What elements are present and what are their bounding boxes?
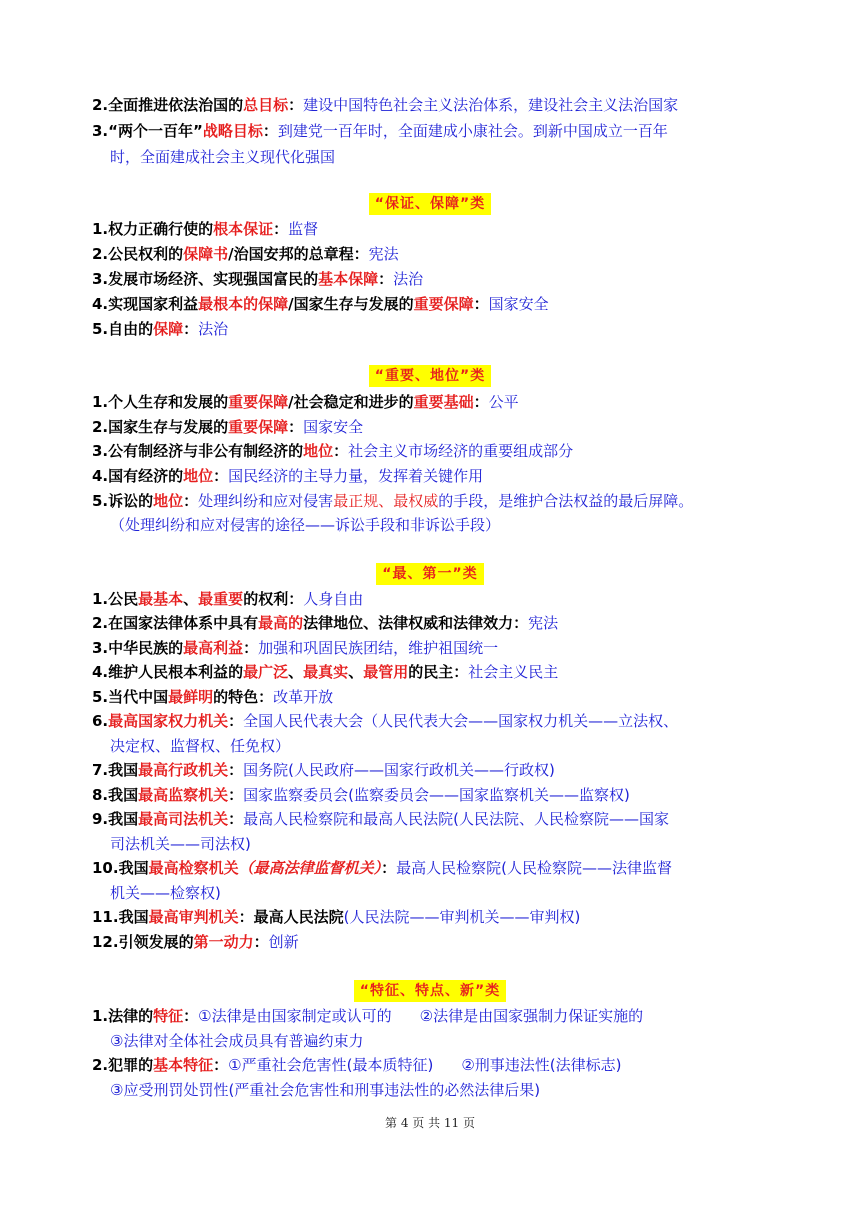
text-line <box>92 612 800 634</box>
keyword-highlight: 最高行政机关 <box>138 761 229 779</box>
text-segment: 6. <box>92 712 109 730</box>
answer-text: 到建党一百年时，全面建成小康社会。到新中国成立一百年 <box>277 122 668 140</box>
text-segment: ： <box>288 96 304 114</box>
text-segment: 7.我国 <box>92 761 139 779</box>
text-segment: 的民主： <box>408 663 469 681</box>
text-segment: 1.公民 <box>92 590 139 608</box>
answer-text: ③法律对全体社会成员具有普遍约束力 <box>110 1032 364 1050</box>
section-header <box>0 563 860 585</box>
answer-text: ①法律是由国家制定或认可的 <box>198 1007 392 1025</box>
answer-text: ②刑事违法性(法律标志) <box>461 1056 622 1074</box>
text-line <box>92 784 800 806</box>
text-segment: /治国安邦的总章程： <box>228 245 369 263</box>
text-segment: 12.引领发展的 <box>92 933 194 951</box>
section-title: “最、第一”类 <box>376 563 483 585</box>
text-segment: 11.我国 <box>92 908 149 926</box>
keyword-highlight: 地位 <box>183 467 214 485</box>
text-segment: 2.在国家法律体系中具有 <box>92 614 259 632</box>
text-segment: ： <box>183 1007 199 1025</box>
section-header <box>0 193 860 215</box>
text-line <box>110 882 800 904</box>
keyword-highlight: 保障书 <box>183 245 229 263</box>
text-segment: 5.当代中国 <box>92 688 169 706</box>
text-segment: /国家生存与发展的 <box>288 295 414 313</box>
text-segment: 5.自由的 <box>92 320 154 338</box>
text-segment: 的特色： <box>213 688 274 706</box>
keyword-highlight: 最重要 <box>198 590 244 608</box>
text-segment: 3.发展市场经济、实现强国富民的 <box>92 270 319 288</box>
text-segment: ：最高人民法院 <box>238 908 344 926</box>
text-segment: 2.全面推进依法治国的 <box>92 96 244 114</box>
keyword-highlight: 基本保障 <box>318 270 379 288</box>
text-line <box>92 931 800 953</box>
text-segment: ： <box>213 467 229 485</box>
text-line <box>110 735 800 757</box>
text-segment: ： <box>228 786 244 804</box>
keyword-highlight: 基本特征 <box>153 1056 214 1074</box>
text-segment: ： <box>473 393 489 411</box>
answer-text: 的手段，是维护合法权益的最后屏障。 <box>438 492 694 510</box>
text-segment: 1.权力正确行使的 <box>92 220 214 238</box>
text-segment: 3.公有制经济与非公有制经济的 <box>92 442 304 460</box>
text-segment: ： <box>288 418 304 436</box>
answer-text: 最高人民检察院(人民检察院——法律监督 <box>396 859 672 877</box>
answer-text: 法治 <box>393 270 424 288</box>
keyword-highlight: 最基本 <box>138 590 184 608</box>
text-line <box>110 833 800 855</box>
answer-text: 改革开放 <box>273 688 334 706</box>
keyword-highlight: 地位 <box>303 442 334 460</box>
keyword-highlight: 战略目标 <box>202 122 263 140</box>
text-line <box>92 243 800 265</box>
section-header <box>0 980 860 1002</box>
text-line <box>92 906 800 928</box>
text-segment: 1.个人生存和发展的 <box>92 393 229 411</box>
text-segment: 10.我国 <box>92 859 149 877</box>
keyword-highlight: 最根本的保障 <box>198 295 289 313</box>
text-line <box>92 710 800 732</box>
answer-text: 国家监察委员会(监察委员会——国家监察机关——监察权) <box>243 786 630 804</box>
answer-text: 法治 <box>198 320 229 338</box>
answer-text: 社会主义市场经济的重要组成部分 <box>348 442 574 460</box>
answer-text: 宪法 <box>368 245 399 263</box>
text-line <box>92 490 800 512</box>
keyword-highlight: 最正规、最权威 <box>333 492 439 510</box>
answer-text: 人身自由 <box>303 590 364 608</box>
keyword-highlight: 最广泛 <box>243 663 289 681</box>
text-segment: ： <box>228 810 244 828</box>
keyword-highlight: 重要基础 <box>413 393 474 411</box>
text-line <box>92 808 800 830</box>
text-segment: 5.诉讼的 <box>92 492 154 510</box>
answer-text: 监督 <box>288 220 319 238</box>
text-line <box>92 94 800 116</box>
text-segment: 3.“两个一百年” <box>92 122 203 140</box>
answer-text: ②法律是由国家强制力保证实施的 <box>419 1007 644 1025</box>
text-segment: 、 <box>183 590 199 608</box>
text-line <box>92 440 800 462</box>
text-line <box>92 857 800 879</box>
text-segment: 2.公民权利的 <box>92 245 184 263</box>
text-segment: 的权利： <box>243 590 304 608</box>
keyword-highlight: 重要保障 <box>413 295 474 313</box>
text-line <box>92 416 800 438</box>
answer-text: 时，全面建成社会主义现代化强国 <box>110 148 336 166</box>
answer-text: 司法机关——司法权) <box>110 835 251 853</box>
text-segment: ： <box>262 122 278 140</box>
text-segment: 3.中华民族的 <box>92 639 184 657</box>
answer-text: （处理纠纷和应对侵害的途径——诉讼手段和非诉讼手段） <box>110 516 501 534</box>
keyword-highlight: 重要保障 <box>228 393 289 411</box>
keyword-highlight: 最高检察机关 <box>148 859 239 877</box>
text-segment: ： <box>378 270 394 288</box>
answer-text: 国家安全 <box>488 295 549 313</box>
text-segment: ： <box>243 639 259 657</box>
text-segment: 法律地位、法律权威和法律效力： <box>303 614 529 632</box>
text-line <box>110 146 800 168</box>
keyword-highlight: 最管用 <box>363 663 409 681</box>
text-segment: ： <box>228 761 244 779</box>
keyword-highlight: 总目标 <box>243 96 289 114</box>
answer-text: 宪法 <box>528 614 559 632</box>
answer-text: 加强和巩固民族团结，维护祖国统一 <box>258 639 499 657</box>
text-segment: 4.国有经济的 <box>92 467 184 485</box>
answer-text: 最高人民检察院和最高人民法院(人民法院、人民检察院——国家 <box>243 810 670 828</box>
text-segment: ： <box>183 492 199 510</box>
keyword-highlight: 重要保障 <box>228 418 289 436</box>
answer-text: 创新 <box>268 933 299 951</box>
text-segment: 1.法律的 <box>92 1007 154 1025</box>
answer-text: (人民法院——审判机关——审判权) <box>343 908 581 926</box>
text-segment: 4.维护人民根本利益的 <box>92 663 244 681</box>
keyword-highlight: 最高监察机关 <box>138 786 229 804</box>
text-line <box>92 218 800 240</box>
keyword-highlight: 最鲜明 <box>168 688 214 706</box>
text-line <box>92 391 800 413</box>
answer-text: 国民经济的主导力量，发挥着关键作用 <box>228 467 484 485</box>
text-line <box>92 588 800 610</box>
answer-text: 公平 <box>488 393 519 411</box>
keyword-highlight: 根本保证 <box>213 220 274 238</box>
text-segment: 2.国家生存与发展的 <box>92 418 229 436</box>
keyword-highlight: 最高利益 <box>183 639 244 657</box>
text-line <box>92 318 800 340</box>
section-title: “保证、保障”类 <box>369 193 491 215</box>
answer-text: 处理纠纷和应对侵害 <box>198 492 334 510</box>
text-line <box>92 686 800 708</box>
keyword-highlight: 地位 <box>153 492 184 510</box>
text-segment: ： <box>273 220 289 238</box>
answer-text: 国务院(人民政府——国家行政机关——行政权) <box>243 761 555 779</box>
text-line <box>92 661 800 683</box>
text-segment: 4.实现国家利益 <box>92 295 199 313</box>
text-line <box>92 637 800 659</box>
text-line <box>92 1005 800 1027</box>
text-line <box>92 293 800 315</box>
answer-text: ①严重社会危害性(最本质特征) <box>228 1056 434 1074</box>
text-line <box>92 759 800 781</box>
text-line <box>110 1030 800 1052</box>
text-segment: ： <box>473 295 489 313</box>
answer-text: ③应受刑罚处罚性(严重社会危害性和刑事违法性的必然法律后果) <box>110 1081 541 1099</box>
text-segment: 9.我国 <box>92 810 139 828</box>
text-line <box>92 1054 800 1076</box>
page-footer: 第 4 页 共 11 页 <box>385 1116 475 1130</box>
text-segment: ： <box>253 933 269 951</box>
section-header <box>0 365 860 387</box>
keyword-highlight: （最高法律监督机关） <box>238 859 382 877</box>
section-title: “特征、特点、新”类 <box>354 980 506 1002</box>
answer-text: 国家安全 <box>303 418 364 436</box>
text-line <box>92 465 800 487</box>
text-segment: 、 <box>288 663 304 681</box>
section-title: “重要、地位”类 <box>369 365 491 387</box>
keyword-highlight: 特征 <box>153 1007 184 1025</box>
text-line <box>92 268 800 290</box>
text-line <box>110 1079 800 1101</box>
text-segment: ： <box>228 712 244 730</box>
text-segment: 、 <box>348 663 364 681</box>
text-segment: 2.犯罪的 <box>92 1056 154 1074</box>
text-segment: 8.我国 <box>92 786 139 804</box>
keyword-highlight: 最高国家权力机关 <box>108 712 229 730</box>
keyword-highlight: 保障 <box>153 320 184 338</box>
keyword-highlight: 第一动力 <box>193 933 254 951</box>
answer-text: 社会主义民主 <box>468 663 559 681</box>
text-segment: ： <box>213 1056 229 1074</box>
keyword-highlight: 最高审判机关 <box>148 908 239 926</box>
text-segment: ： <box>333 442 349 460</box>
answer-text: 机关——检察权) <box>110 884 221 902</box>
text-segment: ： <box>381 859 397 877</box>
answer-text: 建设中国特色社会主义法治体系，建设社会主义法治国家 <box>303 96 679 114</box>
answer-text: 决定权、监督权、任免权） <box>110 737 291 755</box>
answer-text: 全国人民代表大会（人民代表大会——国家权力机关——立法权、 <box>243 712 679 730</box>
text-line <box>110 514 800 536</box>
keyword-highlight: 最真实 <box>303 663 349 681</box>
text-line <box>92 120 800 142</box>
text-segment: /社会稳定和进步的 <box>288 393 414 411</box>
text-segment: ： <box>183 320 199 338</box>
keyword-highlight: 最高司法机关 <box>138 810 229 828</box>
keyword-highlight: 最高的 <box>258 614 304 632</box>
